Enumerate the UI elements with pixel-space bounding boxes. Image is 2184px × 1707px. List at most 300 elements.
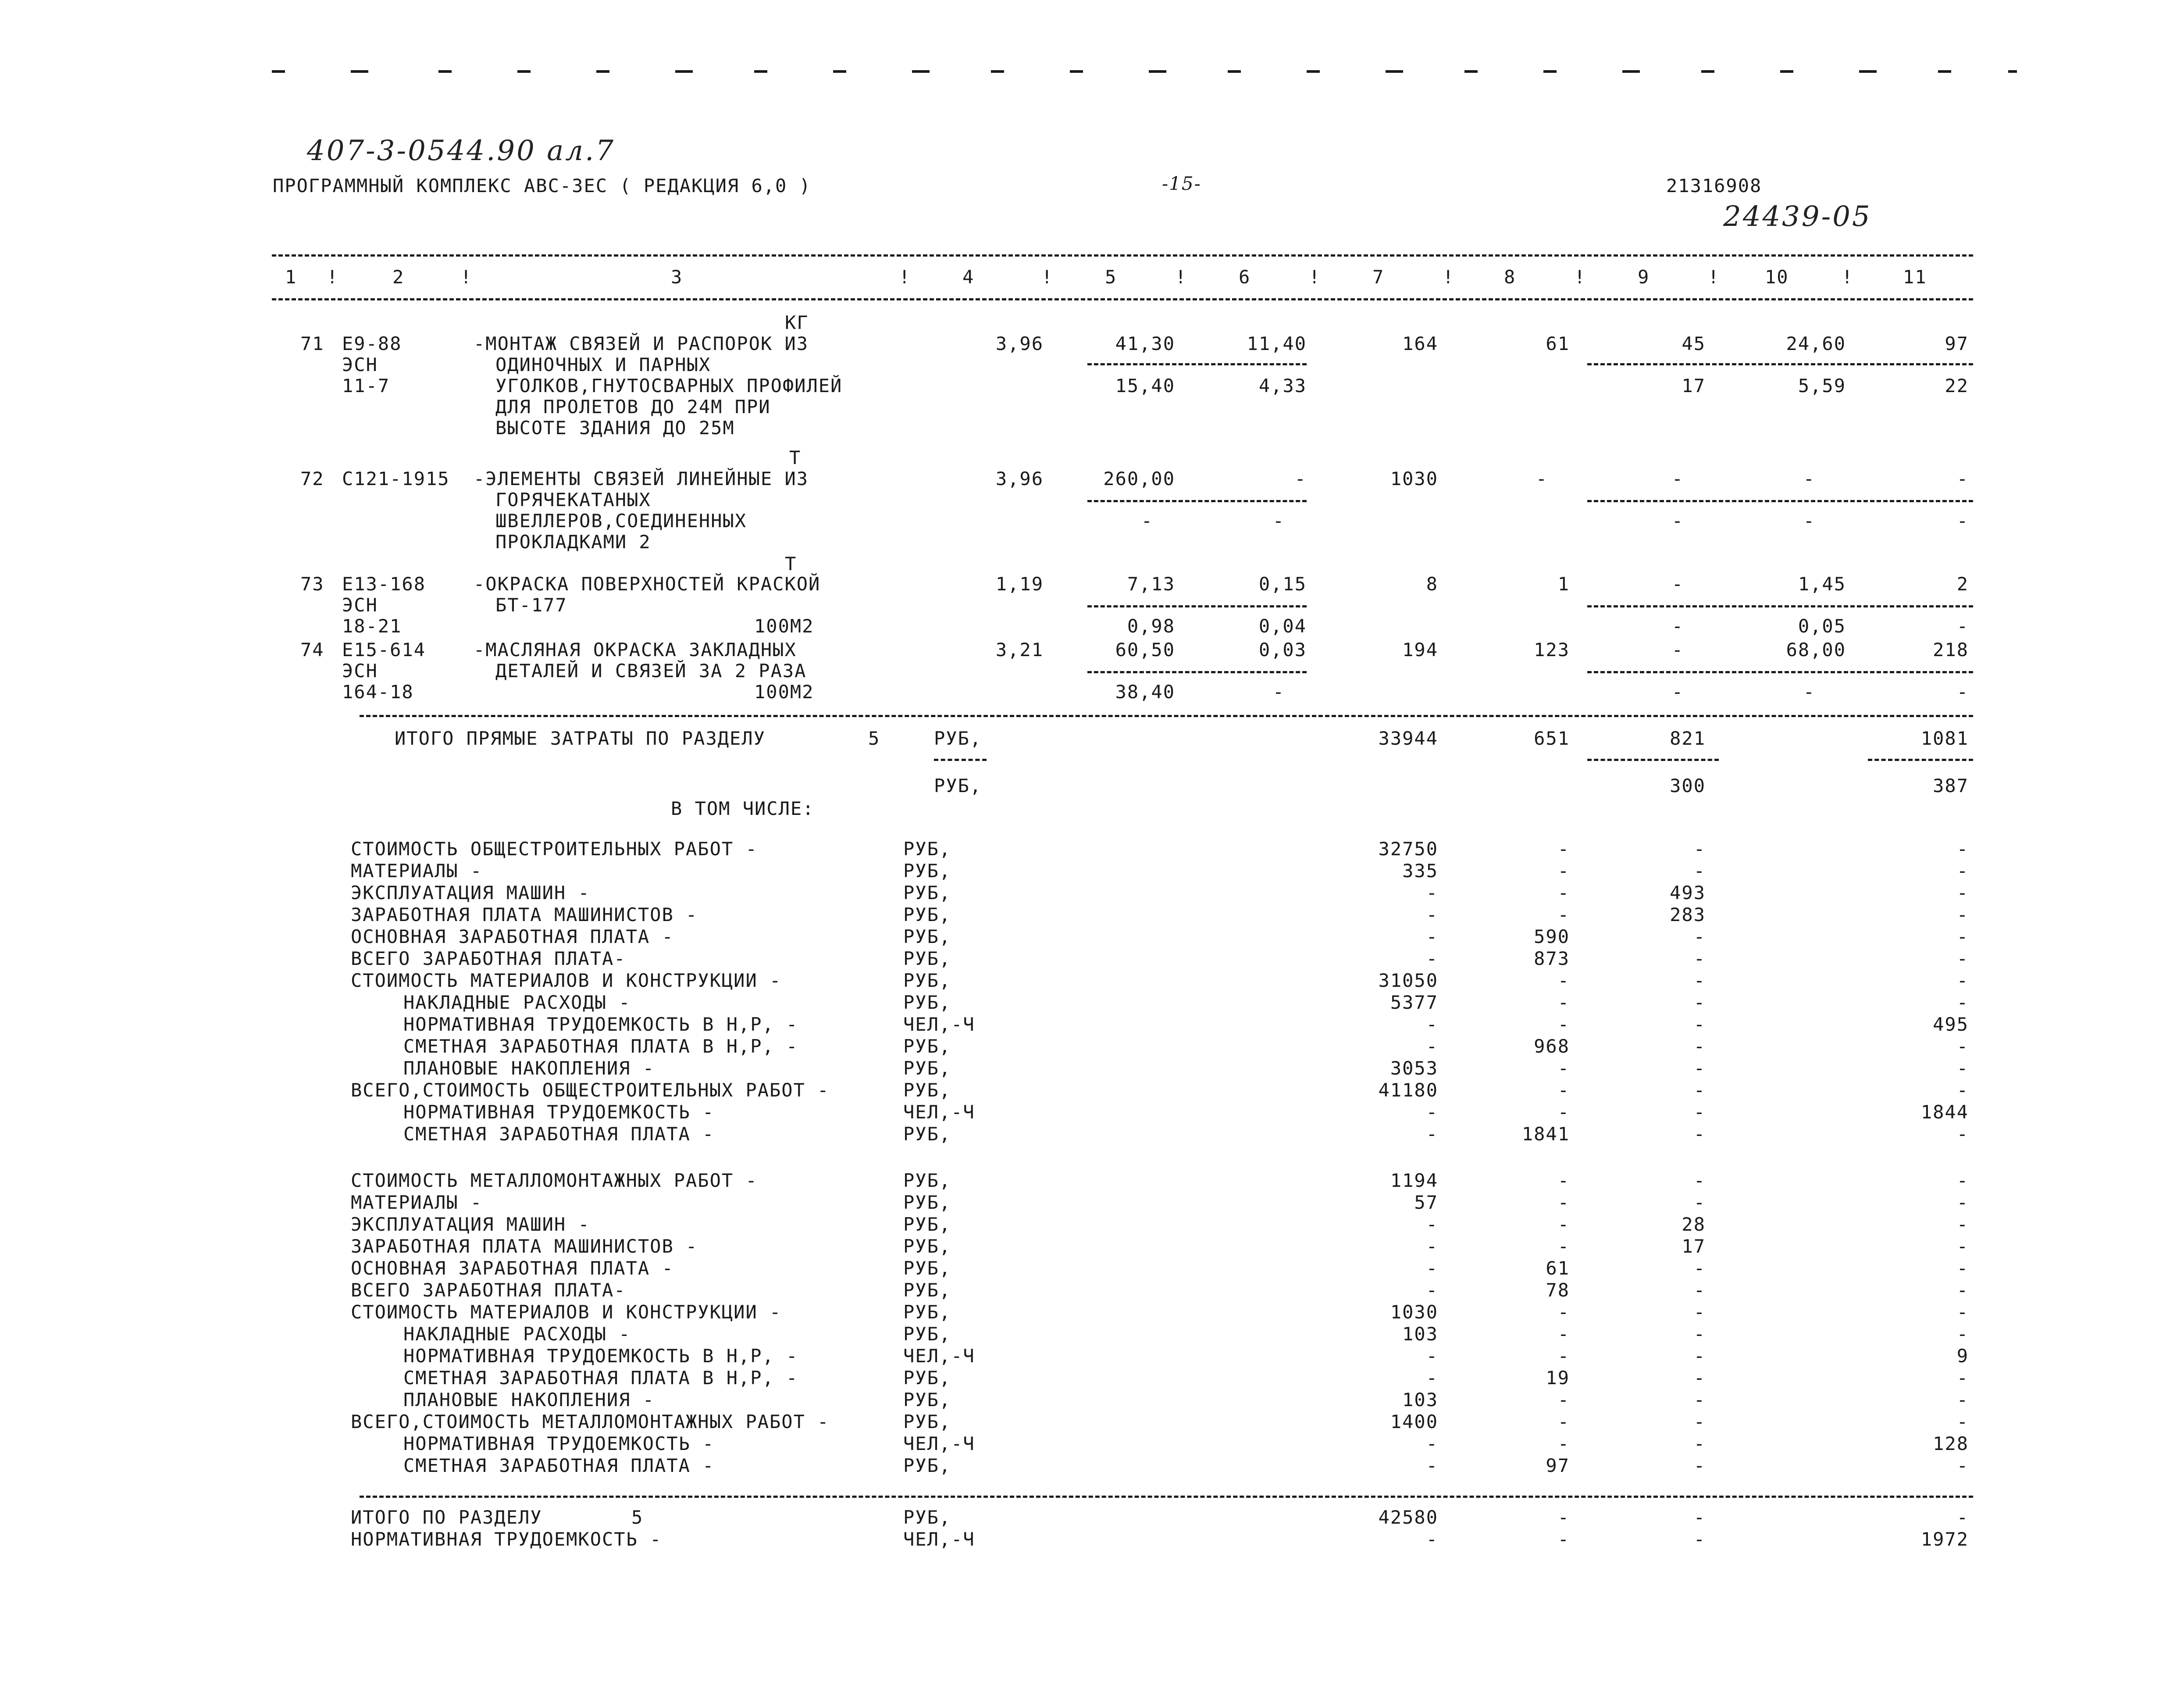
cell-c11: 495 (1933, 1014, 1969, 1035)
cell-c9: - (1693, 1170, 1706, 1191)
cell-c8: 1 (1557, 573, 1570, 595)
summary-unit: РУБ, (903, 1236, 951, 1257)
summary-unit: РУБ, (903, 992, 951, 1013)
summary-label: ВСЕГО,СТОИМОСТЬ МЕТАЛЛОМОНТАЖНЫХ РАБОТ - (351, 1411, 830, 1432)
cell-c10b: 5,59 (1798, 375, 1846, 396)
cell-c7: 164 (1402, 333, 1438, 354)
summary-label: ОСНОВНАЯ ЗАРАБОТНАЯ ПЛАТА - (351, 1257, 674, 1279)
summary-unit: РУБ, (903, 1389, 951, 1411)
cell-c7: 8 (1426, 573, 1438, 595)
item-code: С121-1915 (342, 468, 450, 489)
cell-c9: - (1693, 1455, 1706, 1476)
cell-c9: - (1693, 1036, 1706, 1057)
cell-c7: - (1426, 1014, 1438, 1035)
section-rule (360, 715, 1973, 717)
col-sep: ! (1175, 266, 1187, 288)
cell-c11: - (1956, 904, 1969, 925)
cell-c11: - (1956, 926, 1969, 947)
item-unit: КГ (785, 312, 809, 333)
cell-c7: 57 (1414, 1192, 1438, 1213)
cell-c6: 0,15 (1258, 573, 1307, 595)
cell-c8: - (1557, 1411, 1570, 1432)
summary-unit: РУБ, (903, 1455, 951, 1476)
cell-c8: - (1557, 1101, 1570, 1123)
item-number: 73 (300, 573, 324, 595)
summary-unit: РУБ, (903, 1057, 951, 1079)
summary-unit: РУБ, (903, 1411, 951, 1432)
cell-c11: - (1956, 1123, 1969, 1145)
program-title: ПРОГРАММНЫЙ КОМПЛЕКС АВС-3ЕС ( РЕДАКЦИЯ 6,0 ) (273, 175, 811, 196)
cell-c9: 493 (1670, 882, 1706, 903)
cell-c8: - (1557, 1079, 1570, 1101)
cell-c7: - (1426, 1528, 1438, 1550)
cell-c9: 17 (1682, 1236, 1706, 1257)
cell-c7: 1194 (1390, 1170, 1438, 1191)
cell-c9: - (1671, 639, 1684, 661)
cell-c10: 24,60 (1786, 333, 1846, 354)
col-2: 2 (392, 266, 405, 288)
cell-c9: - (1693, 860, 1706, 882)
item-code: Е9-88 (342, 333, 402, 354)
cell-c11b: 387 (1933, 775, 1969, 796)
cell-c9b: - (1671, 615, 1684, 637)
cell-c8: - (1557, 1192, 1570, 1213)
cell-c7: 41180 (1378, 1079, 1438, 1101)
cell-c9: - (1693, 1079, 1706, 1101)
cell-c8: - (1557, 882, 1570, 903)
summary-label: СМЕТНАЯ ЗАРАБОТНАЯ ПЛАТА - (403, 1123, 715, 1145)
cell-c9: - (1693, 1367, 1706, 1389)
cell-c8: - (1557, 1014, 1570, 1035)
cell-c7: 335 (1402, 860, 1438, 882)
item-description: -МОНТАЖ СВЯЗЕЙ И РАСПОРОК ИЗ (474, 333, 809, 354)
cell-c11b: - (1956, 615, 1969, 637)
col-sep: ! (899, 266, 911, 288)
cell-c9: 821 (1670, 728, 1706, 749)
cell-c4: 3,96 (995, 468, 1044, 489)
cell-c11: - (1956, 1236, 1969, 1257)
cell-c8: - (1557, 838, 1570, 860)
col-sep: ! (1041, 266, 1054, 288)
cell-c4: 3,21 (995, 639, 1044, 661)
col-5: 5 (1105, 266, 1117, 288)
cell-c11: - (1956, 838, 1969, 860)
cell-c8: 61 (1546, 333, 1570, 354)
item-description: БТ-177 (495, 594, 567, 616)
cell-c11: - (1956, 882, 1969, 903)
cell-c9: - (1693, 1257, 1706, 1279)
cell-c9: - (1693, 1123, 1706, 1145)
cell-c7: - (1426, 948, 1438, 969)
total-unit: РУБ, (934, 775, 982, 796)
cell-c11: - (1956, 1192, 1969, 1213)
item-code: ЭСН (342, 660, 378, 682)
cell-c8: - (1557, 1345, 1570, 1367)
cell-c6b: 4,33 (1258, 375, 1307, 396)
cell-c5: 60,50 (1115, 639, 1175, 661)
cell-c9: - (1693, 948, 1706, 969)
cell-c8: 651 (1534, 728, 1570, 749)
cell-c11: 1081 (1920, 728, 1969, 749)
cell-divider (1587, 363, 1973, 365)
cell-c11: - (1956, 468, 1969, 489)
top-dash-band (272, 70, 2017, 75)
summary-label: СТОИМОСТЬ МЕТАЛЛОМОНТАЖНЫХ РАБОТ - (351, 1170, 758, 1191)
cell-c7: - (1426, 1345, 1438, 1367)
cell-c9b: - (1671, 510, 1684, 532)
cell-divider (1587, 759, 1719, 761)
cell-c4: 1,19 (995, 573, 1044, 595)
item-unit: Т (785, 553, 797, 575)
col-3: 3 (671, 266, 683, 288)
cell-c7: 103 (1402, 1389, 1438, 1411)
item-description: -ОКРАСКА ПОВЕРХНОСТЕЙ КРАСКОЙ (474, 573, 821, 595)
col-sep: ! (1574, 266, 1586, 288)
cell-c5b: 0,98 (1127, 615, 1175, 637)
cell-c7: - (1426, 1101, 1438, 1123)
cell-c9: - (1693, 1279, 1706, 1301)
cell-c10: - (1803, 468, 1815, 489)
summary-unit: РУБ, (903, 1301, 951, 1323)
cell-divider (1087, 605, 1307, 607)
summary-unit: ЧЕЛ,-Ч (903, 1433, 975, 1454)
cell-c7: - (1426, 904, 1438, 925)
cell-c9: - (1693, 1323, 1706, 1345)
cell-c7: 194 (1402, 639, 1438, 661)
cell-c7: 1400 (1390, 1411, 1438, 1432)
item-number: 72 (300, 468, 324, 489)
cell-c7: - (1426, 1279, 1438, 1301)
col-6: 6 (1239, 266, 1251, 288)
cell-c11: 1972 (1920, 1528, 1969, 1550)
item-number: 74 (300, 639, 324, 661)
summary-unit: РУБ, (903, 1257, 951, 1279)
item-code: 11-7 (342, 375, 390, 396)
cell-c9: - (1693, 1014, 1706, 1035)
cell-c11: - (1956, 1301, 1969, 1323)
cell-c9: - (1693, 1389, 1706, 1411)
cell-c9: - (1693, 926, 1706, 947)
cell-c11b: 22 (1945, 375, 1969, 396)
col-4: 4 (962, 266, 975, 288)
summary-label: ЭКСПЛУАТАЦИЯ МАШИН - (351, 1214, 590, 1235)
cell-c11: - (1956, 970, 1969, 991)
summary-unit: РУБ, (903, 1123, 951, 1145)
cell-c8: 968 (1534, 1036, 1570, 1057)
cell-c5b: 38,40 (1115, 681, 1175, 703)
cell-c7: 31050 (1378, 970, 1438, 991)
cell-c9: - (1693, 1057, 1706, 1079)
col-11: 11 (1903, 266, 1927, 288)
summary-label: СМЕТНАЯ ЗАРАБОТНАЯ ПЛАТА В Н,Р, - (403, 1367, 798, 1389)
cell-c8: - (1557, 1528, 1570, 1550)
cell-c5: 7,13 (1127, 573, 1175, 595)
cell-c11b: - (1956, 510, 1969, 532)
cell-divider (1587, 605, 1973, 607)
item-code: Е13-168 (342, 573, 426, 595)
summary-unit: РУБ, (903, 1170, 951, 1191)
summary-unit: ЧЕЛ,-Ч (903, 1528, 975, 1550)
item-description: ПРОКЛАДКАМИ 2 (495, 531, 651, 553)
cell-divider (1868, 759, 1973, 761)
cell-c7: - (1426, 1214, 1438, 1235)
cell-c8: - (1557, 1301, 1570, 1323)
cell-c6: 11,40 (1247, 333, 1307, 354)
item-description: ШВЕЛЛЕРОВ,СОЕДИНЕННЫХ (495, 510, 747, 532)
cell-c7: - (1426, 1236, 1438, 1257)
cell-c11: - (1956, 1079, 1969, 1101)
header-rule-bottom (272, 298, 1973, 300)
summary-label: МАТЕРИАЛЫ - (351, 1192, 483, 1213)
cell-c11: - (1956, 1057, 1969, 1079)
cell-c9: - (1671, 468, 1684, 489)
cell-c7: - (1426, 926, 1438, 947)
cell-c11: - (1956, 948, 1969, 969)
cell-c9: - (1693, 1345, 1706, 1367)
header-rule-top (272, 254, 1973, 257)
summary-label: НОРМАТИВНАЯ ТРУДОЕМКОСТЬ В Н,Р, - (403, 1345, 798, 1367)
cell-c5: 41,30 (1115, 333, 1175, 354)
summary-label: НАКЛАДНЫЕ РАСХОДЫ - (403, 1323, 631, 1345)
cell-c9b: - (1671, 681, 1684, 703)
cell-c9: - (1693, 1301, 1706, 1323)
item-description: УГОЛКОВ,ГНУТОСВАРНЫХ ПРОФИЛЕЙ (495, 375, 843, 396)
summary-label: СТОИМОСТЬ ОБЩЕСТРОИТЕЛЬНЫХ РАБОТ - (351, 838, 758, 860)
cell-c9: - (1693, 1528, 1706, 1550)
cell-c7: 1030 (1390, 1301, 1438, 1323)
cell-c8: 873 (1534, 948, 1570, 969)
summary-unit: РУБ, (903, 1367, 951, 1389)
summary-label: ПЛАНОВЫЕ НАКОПЛЕНИЯ - (403, 1057, 655, 1079)
cell-c11: 218 (1933, 639, 1969, 661)
summary-unit: РУБ, (903, 948, 951, 969)
cell-c6: 0,03 (1258, 639, 1307, 661)
total-section: 5 (868, 728, 880, 749)
col-1: 1 (285, 266, 297, 288)
summary-label: НАКЛАДНЫЕ РАСХОДЫ - (403, 992, 631, 1013)
cell-c5b: 15,40 (1115, 375, 1175, 396)
cell-c10: 68,00 (1786, 639, 1846, 661)
summary-label: МАТЕРИАЛЫ - (351, 860, 483, 882)
summary-unit: РУБ, (903, 926, 951, 947)
summary-label: ВСЕГО ЗАРАБОТНАЯ ПЛАТА- (351, 948, 626, 969)
cell-c11: - (1956, 1036, 1969, 1057)
summary-label: СМЕТНАЯ ЗАРАБОТНАЯ ПЛАТА - (403, 1455, 715, 1476)
cell-c9: - (1693, 1101, 1706, 1123)
cell-c9: 28 (1682, 1214, 1706, 1235)
summary-unit: РУБ, (903, 1192, 951, 1213)
cell-c11: - (1956, 1214, 1969, 1235)
item-code: Е15-614 (342, 639, 426, 661)
cell-c8: 97 (1546, 1455, 1570, 1476)
cell-c8: - (1557, 904, 1570, 925)
cell-c7: - (1426, 1036, 1438, 1057)
summary-label: ЭКСПЛУАТАЦИЯ МАШИН - (351, 882, 590, 903)
cell-c11: - (1956, 860, 1969, 882)
summary-unit: РУБ, (903, 1079, 951, 1101)
cell-divider (1587, 671, 1973, 673)
cell-c8: - (1557, 1236, 1570, 1257)
total-unit: РУБ, (934, 728, 982, 749)
cell-c9: - (1693, 970, 1706, 991)
cell-c8: 1841 (1521, 1123, 1570, 1145)
cell-c6: - (1294, 468, 1307, 489)
summary-label: НОРМАТИВНАЯ ТРУДОЕМКОСТЬ - (403, 1433, 715, 1454)
cell-c8: - (1557, 860, 1570, 882)
cell-c9: - (1693, 1507, 1706, 1528)
cell-c8: - (1557, 1214, 1570, 1235)
cell-c7: 103 (1402, 1323, 1438, 1345)
cell-c7: 5377 (1390, 992, 1438, 1013)
cell-c8: 78 (1546, 1279, 1570, 1301)
cell-c9: - (1693, 1433, 1706, 1454)
item-unit: 100М2 (754, 681, 814, 703)
item-unit: 100М2 (754, 615, 814, 637)
cell-c10b: - (1803, 510, 1815, 532)
document-code: 21316908 (1666, 175, 1762, 196)
cell-c11: - (1956, 1257, 1969, 1279)
cell-c11b: - (1956, 681, 1969, 703)
summary-label: ЗАРАБОТНАЯ ПЛАТА МАШИНИСТОВ - (351, 1236, 698, 1257)
item-code: 164-18 (342, 681, 414, 703)
cell-c8: - (1557, 1507, 1570, 1528)
item-description: ДЕТАЛЕЙ И СВЯЗЕЙ ЗА 2 РАЗА (495, 660, 807, 682)
cell-divider (1087, 363, 1307, 365)
cell-c11: - (1956, 1323, 1969, 1345)
cell-c7: - (1426, 1257, 1438, 1279)
cell-c11: - (1956, 1170, 1969, 1191)
col-sep: ! (1708, 266, 1720, 288)
cell-c11: 2 (1956, 573, 1969, 595)
summary-unit: РУБ, (903, 1323, 951, 1345)
col-sep: ! (327, 266, 339, 288)
summary-unit: РУБ, (903, 1036, 951, 1057)
cell-c9b: 17 (1682, 375, 1706, 396)
cell-c4: 3,96 (995, 333, 1044, 354)
cell-c11: 97 (1945, 333, 1969, 354)
cell-c8: - (1557, 1433, 1570, 1454)
cell-c8: 19 (1546, 1367, 1570, 1389)
cell-c5: 260,00 (1103, 468, 1175, 489)
cell-c11: - (1956, 1367, 1969, 1389)
item-description: -ЭЛЕМЕНТЫ СВЯЗЕЙ ЛИНЕЙНЫЕ ИЗ (474, 468, 809, 489)
col-sep: ! (460, 266, 473, 288)
cell-c9: - (1693, 1192, 1706, 1213)
item-description: ОДИНОЧНЫХ И ПАРНЫХ (495, 354, 711, 375)
item-code: ЭСН (342, 594, 378, 616)
cell-c8: - (1557, 1323, 1570, 1345)
cell-c11: 1844 (1920, 1101, 1969, 1123)
cell-c11: - (1956, 1389, 1969, 1411)
summary-unit: РУБ, (903, 1507, 951, 1528)
cell-c6b: - (1272, 510, 1285, 532)
cell-c11: 128 (1933, 1433, 1969, 1454)
summary-unit: РУБ, (903, 838, 951, 860)
summary-label: НОРМАТИВНАЯ ТРУДОЕМКОСТЬ - (403, 1101, 715, 1123)
cell-c7: - (1426, 882, 1438, 903)
col-7: 7 (1372, 266, 1385, 288)
cell-c8: 61 (1546, 1257, 1570, 1279)
item-description: ДЛЯ ПРОЛЕТОВ ДО 24М ПРИ (495, 396, 771, 418)
col-sep: ! (1443, 266, 1455, 288)
cell-c7: 1030 (1390, 468, 1438, 489)
including-label: В ТОМ ЧИСЛЕ: (671, 798, 815, 819)
col-sep: ! (1842, 266, 1854, 288)
cell-c8: - (1557, 992, 1570, 1013)
cell-c7: - (1426, 1123, 1438, 1145)
item-code: 18-21 (342, 615, 402, 637)
item-description: ГОРЯЧЕКАТАНЫХ (495, 489, 651, 511)
col-sep: ! (1309, 266, 1321, 288)
summary-unit: ЧЕЛ,-Ч (903, 1014, 975, 1035)
item-number: 71 (300, 333, 324, 354)
summary-label: ОСНОВНАЯ ЗАРАБОТНАЯ ПЛАТА - (351, 926, 674, 947)
cell-c7: - (1426, 1455, 1438, 1476)
handwritten-number: 24439-05 (1723, 200, 1872, 233)
cell-c9: - (1693, 992, 1706, 1013)
summary-label: ВСЕГО ЗАРАБОТНАЯ ПЛАТА- (351, 1279, 626, 1301)
cell-c8: - (1557, 1389, 1570, 1411)
cell-c7: 33944 (1378, 728, 1438, 749)
cell-c11: - (1956, 1455, 1969, 1476)
col-10: 10 (1765, 266, 1789, 288)
summary-label: НОРМАТИВНАЯ ТРУДОЕМКОСТЬ - (351, 1528, 662, 1550)
cell-c8: - (1536, 468, 1548, 489)
cell-c10: 1,45 (1798, 573, 1846, 595)
cell-divider (934, 759, 987, 761)
summary-label: СТОИМОСТЬ МАТЕРИАЛОВ И КОНСТРУКЦИИ - (351, 1301, 782, 1323)
summary-unit: РУБ, (903, 882, 951, 903)
summary-label: СТОИМОСТЬ МАТЕРИАЛОВ И КОНСТРУКЦИИ - (351, 970, 782, 991)
summary-unit: РУБ, (903, 970, 951, 991)
total-label: ИТОГО ПРЯМЫЕ ЗАТРАТЫ ПО РАЗДЕЛУ (395, 728, 766, 749)
cell-c11: - (1956, 1411, 1969, 1432)
cell-c7: 42580 (1378, 1507, 1438, 1528)
cell-c8: - (1557, 1057, 1570, 1079)
handwritten-doc-code: 407-3-0544.90 ал.7 (307, 135, 616, 167)
final-rule (360, 1496, 1973, 1498)
summary-unit: ЧЕЛ,-Ч (903, 1345, 975, 1367)
cell-c10b: 0,05 (1798, 615, 1846, 637)
col-9: 9 (1638, 266, 1650, 288)
cell-c8: - (1557, 1170, 1570, 1191)
cell-c7: - (1426, 1433, 1438, 1454)
item-unit: Т (789, 447, 802, 468)
cell-c9b: 300 (1670, 775, 1706, 796)
item-description: ВЫСОТЕ ЗДАНИЯ ДО 25М (495, 417, 735, 439)
cell-c8: - (1557, 970, 1570, 991)
cell-c6b: 0,04 (1258, 615, 1307, 637)
summary-label: НОРМАТИВНАЯ ТРУДОЕМКОСТЬ В Н,Р, - (403, 1014, 798, 1035)
cell-c9: - (1693, 838, 1706, 860)
cell-c9: 45 (1682, 333, 1706, 354)
cell-c10b: - (1803, 681, 1815, 703)
cell-c9: - (1671, 573, 1684, 595)
cell-c5b: - (1141, 510, 1153, 532)
item-description: -МАСЛЯНАЯ ОКРАСКА ЗАКЛАДНЫХ (474, 639, 797, 661)
item-code: ЭСН (342, 354, 378, 375)
summary-unit: РУБ, (903, 1279, 951, 1301)
summary-label: ЗАРАБОТНАЯ ПЛАТА МАШИНИСТОВ - (351, 904, 698, 925)
summary-label: ПЛАНОВЫЕ НАКОПЛЕНИЯ - (403, 1389, 655, 1411)
cell-c11: - (1956, 1279, 1969, 1301)
cell-divider (1087, 500, 1307, 502)
cell-divider (1087, 671, 1307, 673)
summary-section: 5 (631, 1507, 644, 1528)
cell-c7: 3053 (1390, 1057, 1438, 1079)
page-number: -15- (1162, 173, 1201, 194)
cell-c8: 590 (1534, 926, 1570, 947)
